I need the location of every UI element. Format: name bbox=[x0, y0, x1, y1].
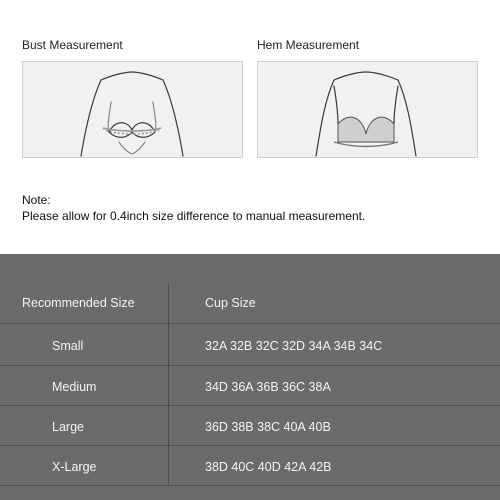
size-label: Small bbox=[52, 339, 84, 353]
table-row bbox=[0, 406, 500, 446]
cup-sizes: 32A 32B 32C 32D 34A 34B 34C bbox=[205, 339, 383, 353]
note-text: Please allow for 0.4inch size difference to manual measurement. bbox=[22, 209, 366, 223]
size-label: X-Large bbox=[52, 460, 97, 474]
column-divider bbox=[168, 284, 169, 486]
size-label: Large bbox=[52, 420, 84, 434]
size-label: Medium bbox=[52, 380, 97, 394]
hem-measurement-illustration bbox=[257, 61, 478, 158]
note-title: Note: bbox=[22, 193, 51, 207]
table-row bbox=[0, 324, 500, 366]
cup-sizes: 36D 38B 38C 40A 40B bbox=[205, 420, 331, 434]
cup-sizes: 34D 36A 36B 36C 38A bbox=[205, 380, 331, 394]
bust-measurement-illustration bbox=[22, 61, 243, 158]
table-row bbox=[0, 446, 500, 486]
hem-measurement-label: Hem Measurement bbox=[257, 38, 360, 52]
table-header-row bbox=[0, 284, 500, 324]
size-table bbox=[0, 254, 500, 500]
divider bbox=[0, 485, 500, 486]
header-cup-size: Cup Size bbox=[205, 296, 256, 310]
header-recommended-size: Recommended Size bbox=[22, 296, 135, 310]
cup-sizes: 38D 40C 40D 42A 42B bbox=[205, 460, 332, 474]
table-row bbox=[0, 366, 500, 406]
bust-measurement-label: Bust Measurement bbox=[22, 38, 123, 52]
note-block bbox=[22, 192, 365, 224]
